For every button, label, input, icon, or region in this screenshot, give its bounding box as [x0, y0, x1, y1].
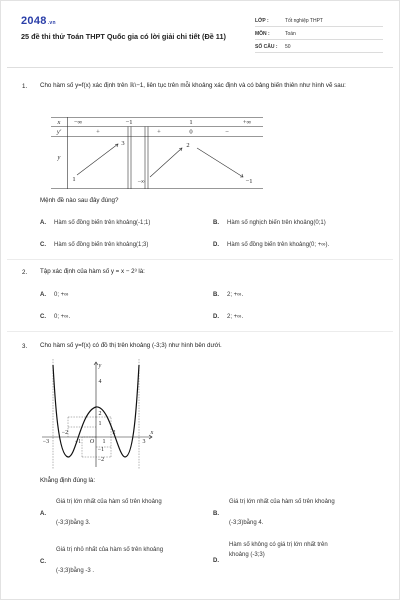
x-value: −∞ [73, 119, 83, 126]
option-b[interactable]: B. Hàm số nghịch biến trên khoảng(0;1) [213, 220, 326, 226]
x-tick: 1 [102, 439, 106, 445]
question-text: Cho hàm số y=f(x) xác định trên ℝ\−1, liên tục trên mỗi khoảng xác định và có bảng biến thiên như hình vẽ sau: [40, 82, 346, 89]
option-d[interactable]: D. 2; +∞. [213, 314, 244, 320]
question-divider [7, 259, 393, 260]
y-tick: 2 [98, 411, 102, 417]
question-text: Tập xác định của hàm số y = x − 2³ là: [40, 268, 145, 275]
question-divider [7, 331, 393, 332]
meta-row-class: LỚP : Tốt nghiệp THPT [255, 14, 383, 27]
page: 2048.vn 25 đề thi thử Toán THPT Quốc gia có lời giải chi tiết (Đề 11) LỚP : Tốt nghiệp THPT MÔN : Toán SỐ CÂU : 50 1. Cho hàm số y=f(x) xác định trên ℝ\−1, liên tục trên mỗi khoảng xác định và có bảng biến thiên như hình vẽ sau: x −∞ −1 1 +∞ y' + + 0 − y 1 3 −∞ 2 −1 Mệnh đề nào sau đây đúng? A. Hàm số đồng biến trên khoảng(-1;1) B. Hàm số nghịch biến trên khoảng(0;1) C. Hàm số đồng biến trên khoảng(1;3) D. Hàm số đồng biến trên khoảng(0; +∞). 2. Tập xác định của hàm số y = x − 2³ là: A. 0; +∞ B. 2; +∞. C. 0; +∞. D. 2; +∞. 3. Cho hàm số y=f(x) có đồ thị trên khoảng (-3;3) như hình bên dưới. y x −3 −2 −1 O 1 2 3 4 2 1 −1 −2 Khẳng định đúng là: A. Giá trị lớn nhất của hàm số trên khoảng (-3;3)bằng 3. B. Giá trị lớn nhất của hàm số trên khoảng (-3;3)bằng 4. C. Giá trị nhỏ nhất của hàm số trên khoảng (-3;3)bằng -3 . D. Hàm số không có giá trị lớn nhất trên khoảng (-3;3) [0, 0, 400, 600]
question-number: 2. [22, 269, 28, 276]
x-label: x [57, 119, 61, 126]
sign: − [225, 128, 229, 136]
x-axis-label: x [150, 430, 154, 436]
header [1, 1, 400, 63]
option-b[interactable]: B. 2; +∞. [213, 292, 244, 298]
meta-row-count: SỐ CÂU : 50 [255, 40, 383, 53]
option-a[interactable]: A. 0; +∞ [40, 292, 69, 298]
variation-table [51, 117, 263, 189]
header-divider [7, 67, 393, 68]
sign: 0 [189, 128, 193, 136]
sign: + [157, 128, 161, 136]
x-value: −1 [125, 119, 133, 126]
question-prompt: Mệnh đề nào sau đây đúng? [40, 197, 119, 204]
x-tick: −3 [42, 439, 50, 445]
option-c[interactable]: C. Hàm số đồng biến trên khoảng(1;3) [40, 242, 149, 248]
x-tick: 2 [112, 430, 116, 436]
function-graph [38, 359, 156, 469]
x-value: +∞ [242, 119, 252, 126]
meta-row-subject: MÔN : Toán [255, 27, 383, 40]
y-tick: 4 [98, 379, 102, 385]
y-value: 1 [72, 176, 76, 183]
x-tick: −2 [61, 430, 69, 436]
y-value: 2 [186, 142, 190, 149]
y-tick: −1 [97, 447, 105, 453]
x-tick: 3 [142, 439, 146, 445]
y-value: −∞ [137, 179, 145, 185]
y-axis-label: y [98, 363, 102, 369]
question-number: 1. [22, 83, 28, 90]
site-logo[interactable]: 2048.vn [21, 15, 56, 27]
question-text: Cho hàm số y=f(x) có đồ thị trên khoảng (-3;3) như hình bên dưới. [40, 342, 222, 349]
question-prompt: Khẳng định đúng là: [40, 477, 96, 484]
y-value: −1 [245, 178, 253, 185]
sign: + [96, 128, 100, 136]
y-tick: 1 [98, 421, 102, 427]
question-number: 3. [22, 343, 28, 350]
yprime-label: y' [56, 128, 62, 136]
page-title: 25 đề thi thử Toán THPT Quốc gia có lời giải chi tiết (Đề 11) [21, 32, 226, 41]
option-d[interactable]: D. Hàm số đồng biến trên khoảng(0; +∞). [213, 242, 330, 248]
y-tick: −2 [97, 457, 105, 463]
option-c[interactable]: C. 0; +∞. [40, 314, 71, 320]
option-a[interactable]: A. Hàm số đồng biến trên khoảng(-1;1) [40, 220, 151, 226]
y-label: y [57, 154, 61, 161]
exam-meta [255, 14, 383, 53]
origin-label: O [89, 439, 95, 445]
y-value: 3 [121, 140, 125, 147]
x-value: 1 [189, 119, 193, 126]
x-tick: −1 [74, 439, 82, 445]
